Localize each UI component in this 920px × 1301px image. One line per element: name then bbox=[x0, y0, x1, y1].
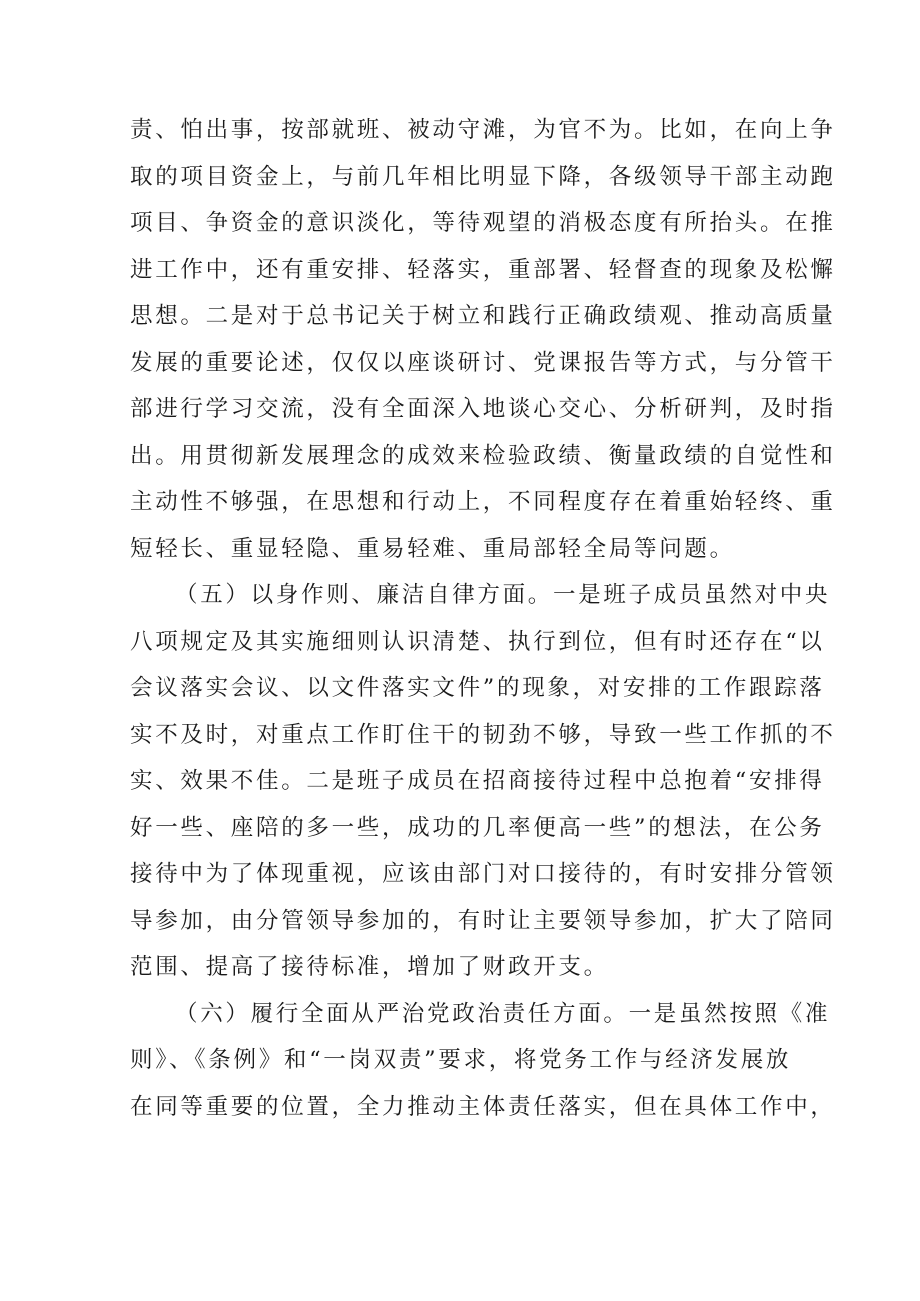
text-line: 好一些、座陪的多一些，成功的几率便高一些”的想法，在公务 bbox=[130, 814, 825, 841]
text-line-indented: （六）履行全面从严治党政治责任方面。一是虽然按照《准 bbox=[175, 1000, 831, 1027]
text-line: 实、效果不佳。二是班子成员在招商接待过程中总抱着“安排得 bbox=[130, 768, 825, 794]
text-line: 思想。二是对于总书记关于树立和践行正确政绩观、推动高质量 bbox=[130, 303, 836, 329]
document-body bbox=[130, 107, 836, 1130]
text-line: 项目、争资金的意识淡化，等待观望的消极态度有所抬头。在推 bbox=[130, 210, 836, 236]
text-line: 责、怕出事，按部就班、被动守滩，为官不为。比如，在向上争 bbox=[130, 117, 836, 143]
text-line: 会议落实会议、以文件落实文件”的现象，对安排的工作跟踪落 bbox=[130, 675, 825, 701]
text-line-indented: （五）以身作则、廉洁自律方面。一是班子成员虽然对中央 bbox=[175, 582, 831, 608]
text-line: 发展的重要论述，仅仅以座谈研讨、党课报告等方式，与分管干 bbox=[130, 349, 836, 376]
paragraph-section-six bbox=[130, 991, 836, 1131]
text-line: 取的项目资金上，与前几年相比明显下降，各级领导干部主动跑 bbox=[130, 163, 836, 190]
text-line: 则》、《条例》和“一岗双责”要求，将党务工作与经济发展放 bbox=[130, 1047, 792, 1073]
text-line: 八项规定及其实施细则认识清楚、执行到位，但有时还存在“以 bbox=[130, 628, 825, 655]
paragraph-continuation bbox=[130, 107, 836, 572]
text-line: 短轻长、重显轻隐、重易轻难、重局部轻全局等问题。 bbox=[130, 535, 735, 562]
text-line: 出。用贯彻新发展理念的成效来检验政绩、衡量政绩的自觉性和 bbox=[130, 442, 836, 469]
text-line: 范围、提高了接待标准，增加了财政开支。 bbox=[130, 954, 609, 980]
text-line: 进工作中，还有重安排、轻落实，重部署、轻督查的现象及松懈 bbox=[130, 256, 836, 283]
text-line: 接待中为了体现重视，应该由部门对口接待的，有时安排分管领 bbox=[130, 861, 836, 887]
text-line: 主动性不够强，在思想和行动上，不同程度存在着重始轻终、重 bbox=[130, 489, 836, 515]
text-line: 在同等重要的位置，全力推动主体责任落实，但在具体工作中， bbox=[130, 1093, 836, 1120]
text-line: 导参加，由分管领导参加的，有时让主要领导参加，扩大了陪同 bbox=[130, 907, 836, 934]
paragraph-section-five bbox=[130, 572, 836, 991]
text-line: 部进行学习交流，没有全面深入地谈心交心、分析研判，及时指 bbox=[130, 396, 836, 422]
text-line: 实不及时，对重点工作盯住干的韧劲不够，导致一些工作抓的不 bbox=[130, 721, 836, 748]
